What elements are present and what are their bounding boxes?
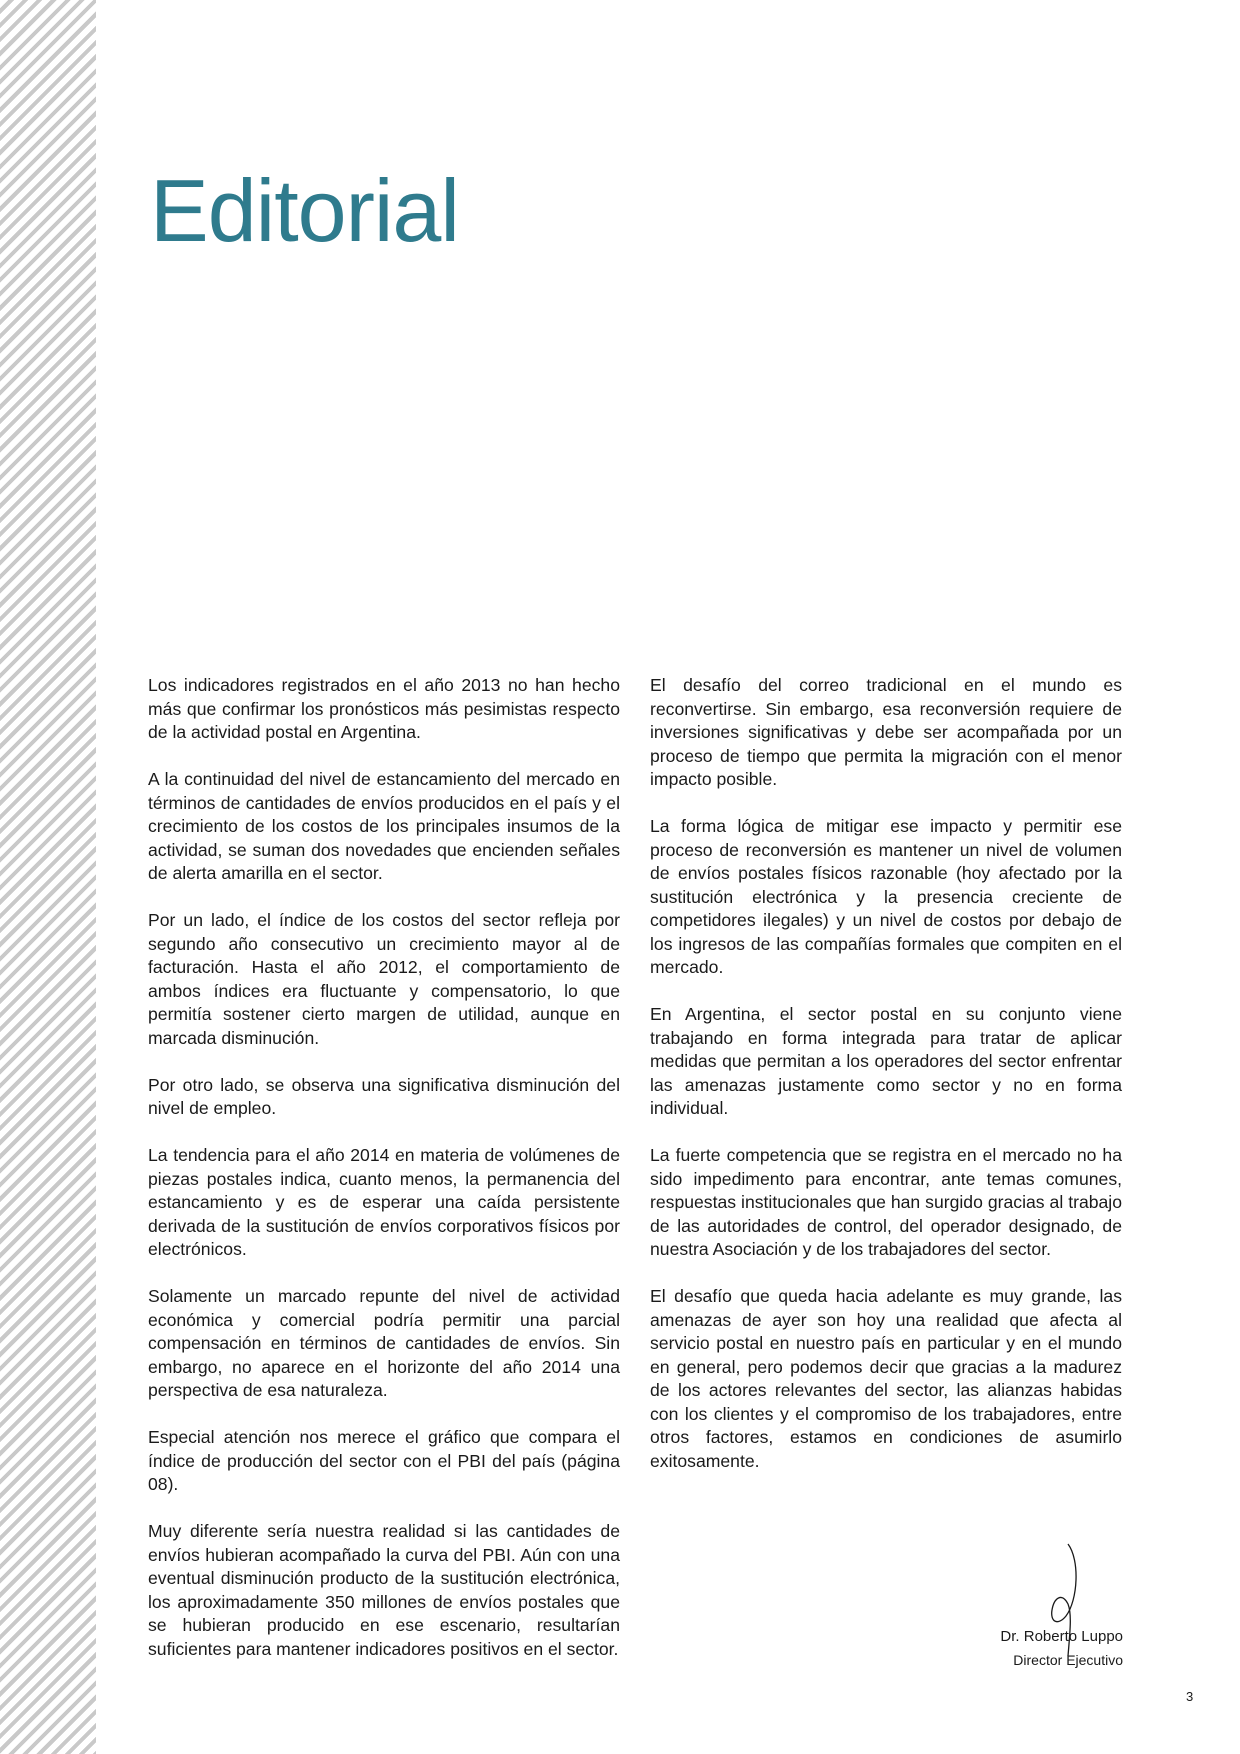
paragraph: Por otro lado, se observa una significativa disminución del nivel de empleo. (148, 1074, 620, 1118)
paragraph: Solamente un marcado repunte del nivel de actividad económica y comercial podría permitir una parcial compensación en términos de cantidades de envíos. Sin embargo, no aparece en el horizonte del año 2014 una perspectiva de esa naturaleza. (148, 1286, 620, 1400)
left-column (148, 674, 620, 1685)
paragraph: El desafío del correo tradicional en el mundo es reconvertirse. Sin embargo, esa reconversión requiere de inversiones significativas y debe ser acompañada por un proceso de tiempo que permita la migración con el menor impacto posible. (650, 675, 1122, 789)
paragraph: En Argentina, el sector postal en su conjunto viene trabajando en forma integrada para tratar de aplicar medidas que permitan a los operadores del sector enfrentar las amenazas justamente como sector y no en forma individual. (650, 1004, 1122, 1118)
decorative-stripe-band (0, 0, 96, 1754)
signature-role: Director Ejecutivo (1013, 1652, 1123, 1668)
paragraph: Los indicadores registrados en el año 2013 no han hecho más que confirmar los pronósticos más pesimistas respecto de la actividad postal en Argentina. (148, 675, 620, 742)
paragraph: El desafío que queda hacia adelante es muy grande, las amenazas de ayer son hoy una realidad que afecta al servicio postal en nuestro país en particular y en el mundo en general, pero podemos decir que gracias a la madurez de los actores relevantes del sector, las alianzas habidas con los clientes y el compromiso de los trabajadores, entre otros factores, estamos en condiciones de asumirlo exitosamente. (650, 1286, 1122, 1471)
paragraph: Por un lado, el índice de los costos del sector refleja por segundo año consecutivo un crecimiento mayor al de facturación. Hasta el año 2012, el comportamiento de ambos índices era fluctuante y compensatorio, lo que permitía sostener cierto margen de utilidad, aunque en marcada disminución. (148, 910, 620, 1048)
right-column (650, 674, 1122, 1497)
page-number: 3 (1186, 1689, 1194, 1704)
page-title: Editorial (150, 161, 459, 260)
paragraph: La forma lógica de mitigar ese impacto y permitir ese proceso de reconversión es mantener un nivel de volumen de envíos postales físicos razonable (hoy afectado por la sustitución electrónica y la presencia creciente de competidores ilegales) y un nivel de costos por debajo de los ingresos de las compañías formales que compiten en el mercado. (650, 816, 1122, 977)
paragraph: La fuerte competencia que se registra en el mercado no ha sido impedimento para encontrar, ante temas comunes, respuestas institucionales que han surgido gracias al trabajo de las autoridades de control, del operador designado, de nuestra Asociación y de los trabajadores del sector. (650, 1145, 1122, 1259)
paragraph: Especial atención nos merece el gráfico que compara el índice de producción del sector con el PBI del país (página 08). (148, 1427, 620, 1494)
paragraph: La tendencia para el año 2014 en materia de volúmenes de piezas postales indica, cuanto menos, la permanencia del estancamiento y es de esperar una caída persistente derivada de la sustitución de envíos corporativos físicos por electrónicos. (148, 1145, 620, 1259)
paragraph: Muy diferente sería nuestra realidad si las cantidades de envíos hubieran acompañado la curva del PBI. Aún con una eventual disminución producto de la sustitución electrónica, los aproximadamente 350 millones de envíos postales que se hubieran producido en ese escenario, resultarían suficientes para mantener indicadores positivos en el sector. (148, 1521, 620, 1659)
signature-name: Dr. Roberto Luppo (1000, 1628, 1123, 1645)
paragraph: A la continuidad del nivel de estancamiento del mercado en términos de cantidades de envíos producidos en el país y el crecimiento de los costos de los principales insumos de la actividad, se suman dos novedades que encienden señales de alerta amarilla en el sector. (148, 769, 620, 883)
